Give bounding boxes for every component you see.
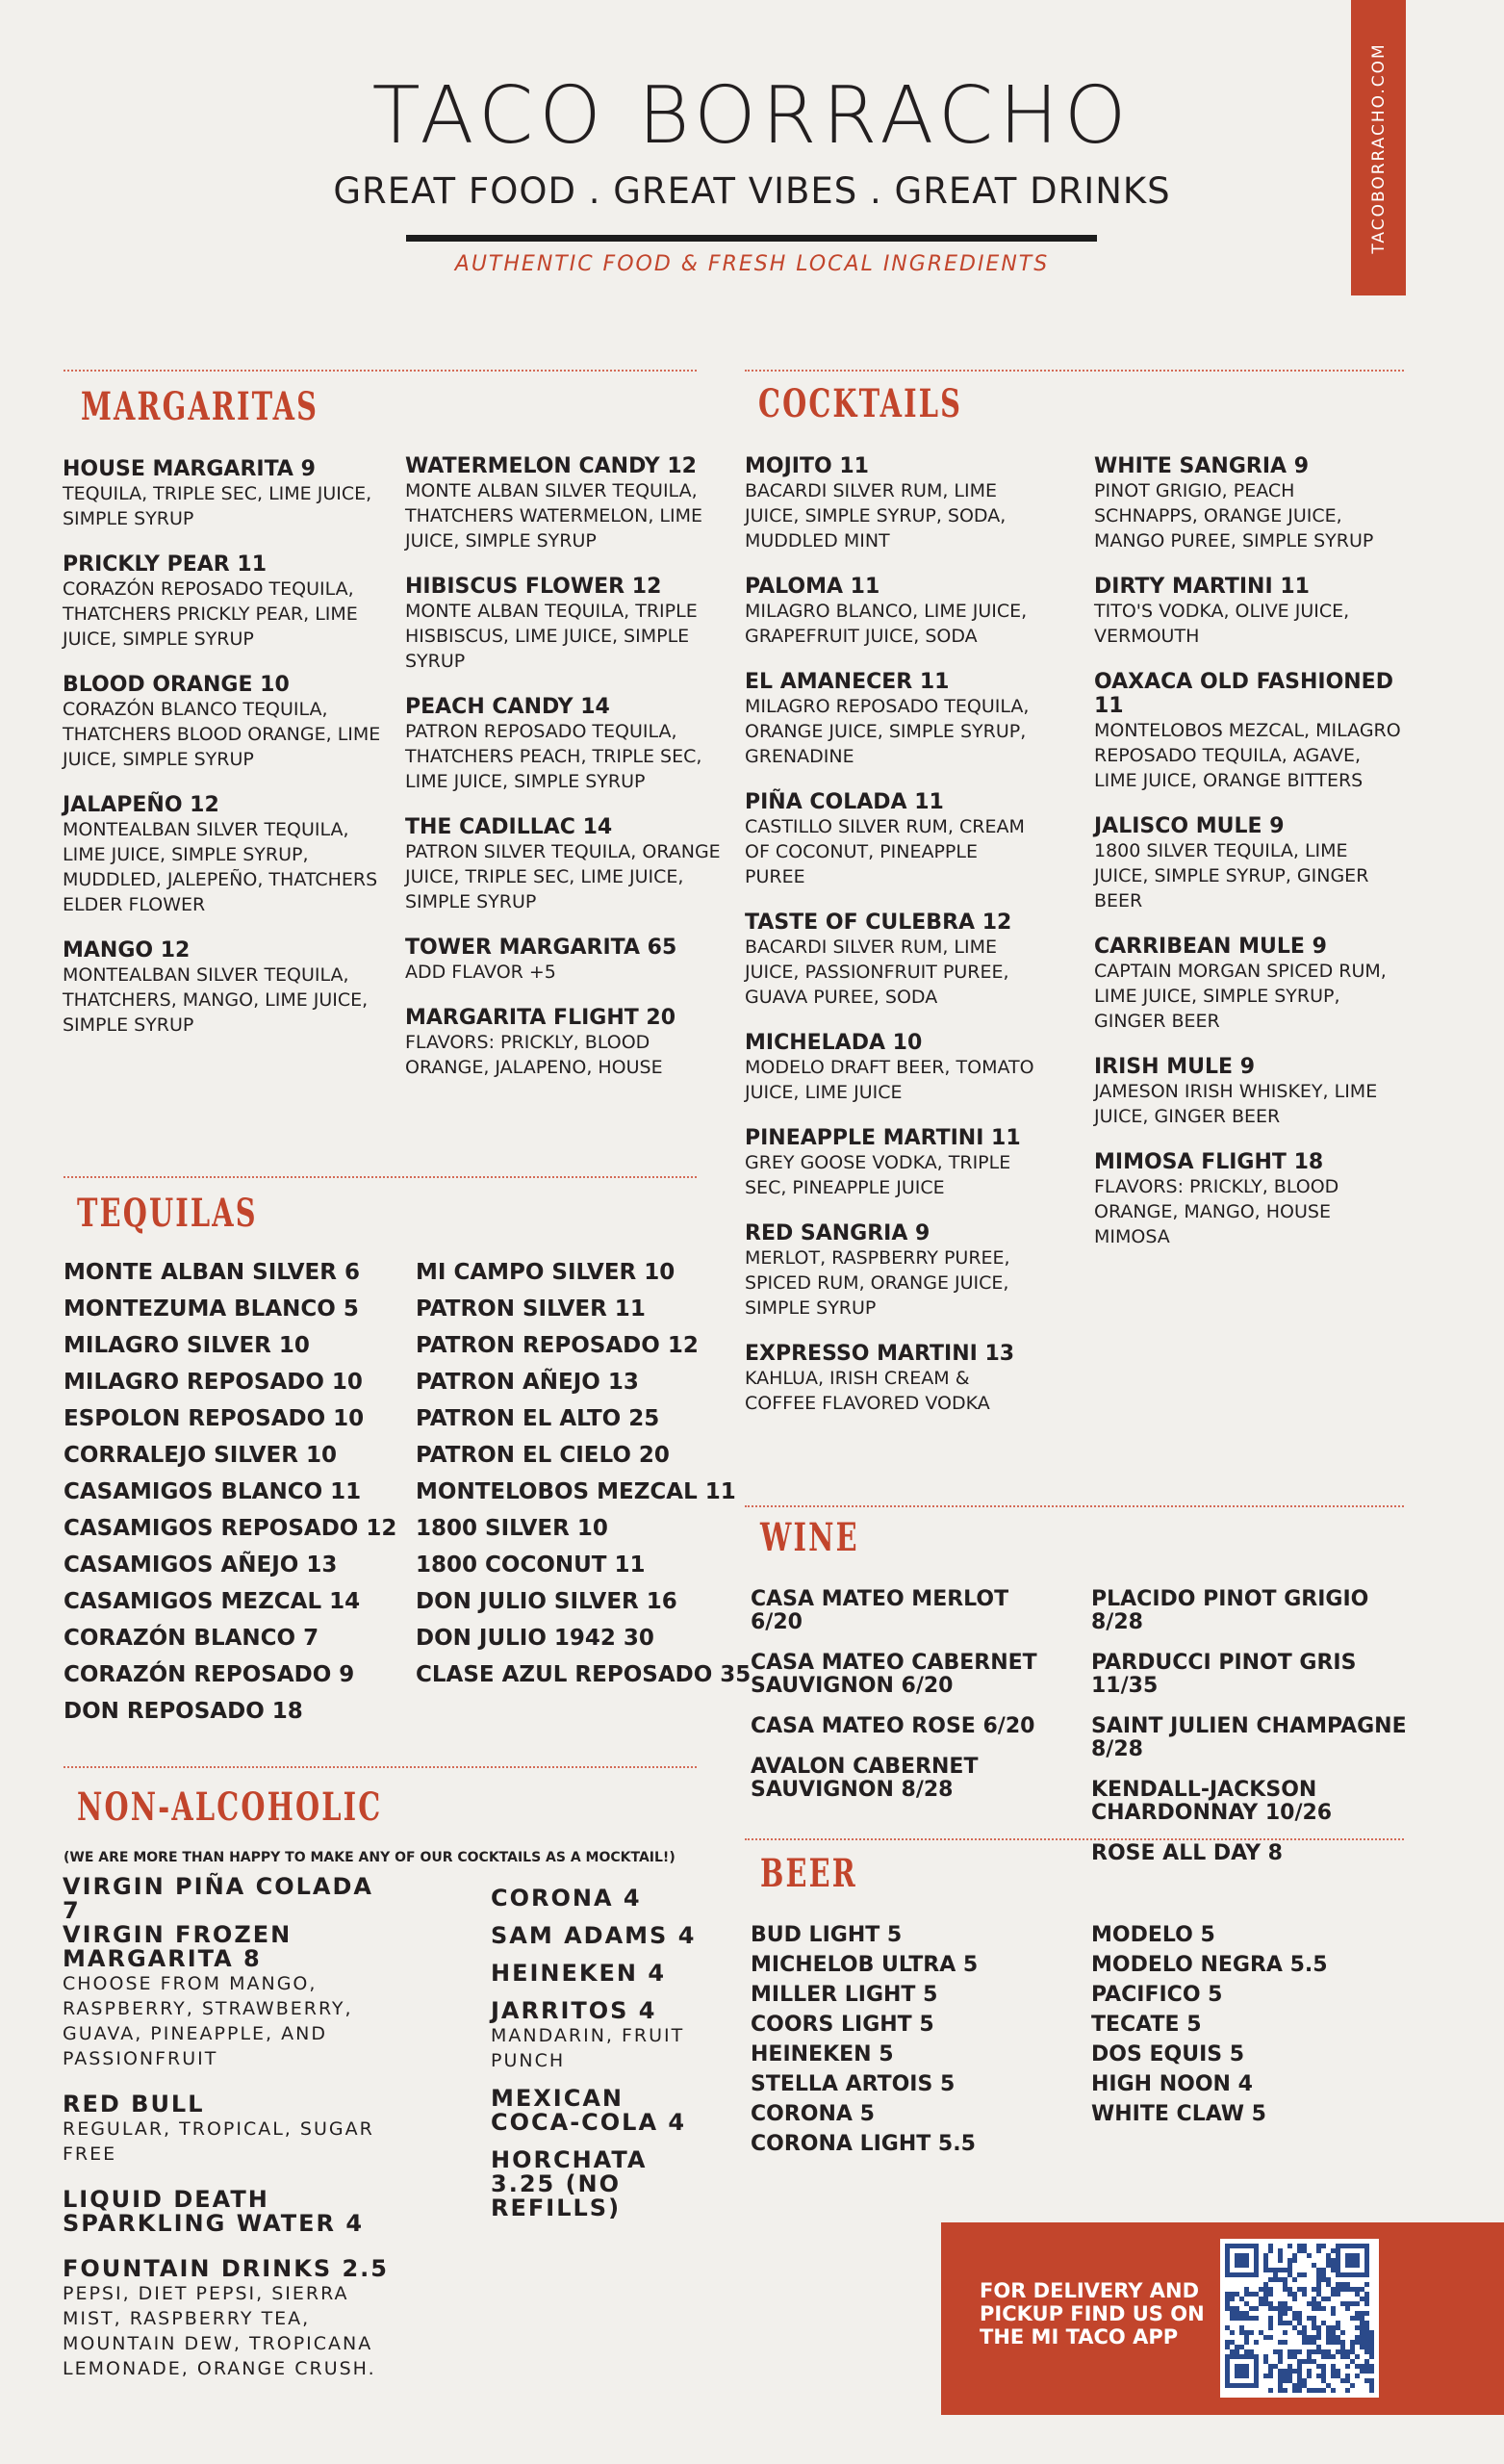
section-divider bbox=[64, 370, 697, 372]
item-name: MANGO 12 bbox=[63, 938, 191, 962]
mocktail-note: (WE ARE MORE THAN HAPPY TO MAKE ANY OF OUR COCKTAILS AS A MOCKTAIL!) bbox=[64, 1850, 676, 1865]
section-divider bbox=[745, 370, 1404, 372]
item-name: BLOOD ORANGE 10 bbox=[63, 673, 290, 697]
list-item: MODELO NEGRA 5.5 bbox=[1091, 1953, 1328, 1977]
menu-item bbox=[745, 454, 1038, 553]
item-description: REGULAR, TROPICAL, SUGAR FREE bbox=[63, 2118, 374, 2165]
item-name: MARGARITA FLIGHT 20 bbox=[405, 1006, 676, 1030]
menu-item bbox=[1094, 935, 1402, 1034]
list-item: CORAZÓN REPOSADO 9 bbox=[64, 1662, 355, 1687]
item-description: MONTE ALBAN SILVER TEQUILA, THATCHERS WATERMELON, LIME JUICE, SIMPLE SYRUP bbox=[405, 480, 702, 552]
item-name: EL AMANECER 11 bbox=[745, 670, 950, 694]
cocktails-column-1 bbox=[745, 454, 1038, 1437]
list-item: MODELO 5 bbox=[1091, 1923, 1215, 1947]
menu-item bbox=[63, 793, 395, 917]
list-item: MI CAMPO SILVER 10 bbox=[416, 1260, 676, 1285]
beer-column-1 bbox=[751, 1920, 1039, 2159]
item-name: WHITE SANGRIA 9 bbox=[1094, 454, 1310, 478]
menu-item bbox=[745, 1126, 1038, 1200]
menu-item bbox=[491, 1924, 712, 1948]
beer-column-2 bbox=[1091, 1920, 1380, 2129]
menu-item bbox=[1094, 1150, 1402, 1249]
item-description: JAMESON IRISH WHISKEY, LIME JUICE, GINGER BEER bbox=[1094, 1081, 1378, 1127]
margaritas-column-2 bbox=[405, 454, 723, 1101]
cocktails-heading: COCKTAILS bbox=[758, 381, 963, 426]
list-item: CASAMIGOS MEZCAL 14 bbox=[64, 1589, 361, 1614]
item-description: GREY GOOSE VODKA, TRIPLE SEC, PINEAPPLE JUICE bbox=[745, 1152, 1011, 1198]
menu-item bbox=[745, 670, 1038, 769]
list-item: MILLER LIGHT 5 bbox=[751, 1983, 938, 2007]
item-name: SAM ADAMS 4 bbox=[491, 1922, 697, 1949]
menu-item bbox=[63, 938, 395, 1038]
menu-item bbox=[405, 1006, 723, 1080]
item-description: MONTE ALBAN TEQUILA, TRIPLE HISBISCUS, LIME JUICE, SIMPLE SYRUP bbox=[405, 601, 698, 672]
list-item: PATRON EL CIELO 20 bbox=[416, 1443, 670, 1468]
item-description: CAPTAIN MORGAN SPICED RUM, LIME JUICE, SIMPLE SYRUP, GINGER BEER bbox=[1094, 961, 1387, 1032]
item-description: PINOT GRIGIO, PEACH SCHNAPPS, ORANGE JUICE, MANGO PUREE, SIMPLE SYRUP bbox=[1094, 480, 1374, 552]
item-description: FLAVORS: PRICKLY, BLOOD ORANGE, MANGO, HOUSE MIMOSA bbox=[1094, 1176, 1339, 1247]
nonalcoholic-column-2 bbox=[491, 1886, 712, 2234]
item-description: FLAVORS: PRICKLY, BLOOD ORANGE, JALAPENO, HOUSE bbox=[405, 1032, 663, 1078]
list-item: CORONA LIGHT 5.5 bbox=[751, 2132, 976, 2156]
header-rule bbox=[406, 235, 1097, 242]
list-item: COORS LIGHT 5 bbox=[751, 2013, 934, 2037]
qr-code-icon[interactable] bbox=[1220, 2239, 1379, 2398]
item-description: PATRON SILVER TEQUILA, ORANGE JUICE, TRIPLE SEC, LIME JUICE, SIMPLE SYRUP bbox=[405, 841, 721, 912]
list-item: CLASE AZUL REPOSADO 35 bbox=[416, 1662, 752, 1687]
item-name: MEXICAN COCA-COLA 4 bbox=[491, 2085, 687, 2136]
item-name: FOUNTAIN DRINKS 2.5 bbox=[63, 2255, 389, 2282]
item-name: JARRITOS 4 bbox=[491, 1997, 657, 2024]
menu-item bbox=[745, 911, 1038, 1010]
list-item: MICHELOB ULTRA 5 bbox=[751, 1953, 979, 1977]
list-item: 1800 SILVER 10 bbox=[416, 1516, 608, 1541]
list-item: DON REPOSADO 18 bbox=[64, 1699, 303, 1724]
item-description: ADD FLAVOR +5 bbox=[405, 962, 556, 983]
list-item: MONTEZUMA BLANCO 5 bbox=[64, 1296, 359, 1322]
item-name: JALAPEÑO 12 bbox=[63, 793, 219, 817]
menu-item bbox=[745, 790, 1038, 889]
list-item: CASAMIGOS AÑEJO 13 bbox=[64, 1553, 338, 1578]
item-description: MONTELOBOS MEZCAL, MILAGRO REPOSADO TEQUILA, AGAVE, LIME JUICE, ORANGE BITTERS bbox=[1094, 720, 1401, 791]
menu-item bbox=[1094, 670, 1402, 793]
item-name: MIMOSA FLIGHT 18 bbox=[1094, 1150, 1324, 1174]
item-description: PATRON REPOSADO TEQUILA, THATCHERS PEACH, TRIPLE SEC, LIME JUICE, SIMPLE SYRUP bbox=[405, 721, 702, 792]
item-name: HORCHATA 3.25 (NO REFILLS) bbox=[491, 2146, 648, 2221]
section-divider bbox=[64, 1766, 697, 1768]
menu-item bbox=[405, 936, 723, 985]
cocktails-column-2 bbox=[1094, 454, 1402, 1270]
nonalcoholic-heading: NON-ALCOHOLIC bbox=[77, 1784, 383, 1830]
item-name: HOUSE MARGARITA 9 bbox=[63, 457, 316, 481]
list-item: PATRON REPOSADO 12 bbox=[416, 1333, 699, 1358]
menu-item bbox=[745, 575, 1038, 649]
list-item: MONTE ALBAN SILVER 6 bbox=[64, 1260, 360, 1285]
item-name: JALISCO MULE 9 bbox=[1094, 814, 1285, 838]
menu-item bbox=[63, 552, 395, 652]
item-name: TOWER MARGARITA 65 bbox=[405, 936, 677, 960]
menu-item bbox=[1094, 454, 1402, 553]
item-name: PALOMA 11 bbox=[745, 575, 880, 599]
menu-item bbox=[405, 695, 723, 794]
list-item: MILAGRO SILVER 10 bbox=[64, 1333, 310, 1358]
item-name: MICHELADA 10 bbox=[745, 1031, 923, 1055]
item-description: BACARDI SILVER RUM, LIME JUICE, PASSIONFRUIT PUREE, GUAVA PUREE, SODA bbox=[745, 937, 1009, 1008]
menu-item bbox=[745, 1221, 1038, 1321]
tequilas-heading: TEQUILAS bbox=[77, 1191, 258, 1236]
item-description: MONTEALBAN SILVER TEQUILA, THATCHERS, MANGO, LIME JUICE, SIMPLE SYRUP bbox=[63, 964, 369, 1036]
menu-item bbox=[63, 1875, 390, 1923]
item-description: MODELO DRAFT BEER, TOMATO JUICE, LIME JUICE bbox=[745, 1057, 1034, 1103]
list-item: STELLA ARTOIS 5 bbox=[751, 2072, 956, 2096]
list-item: HEINEKEN 5 bbox=[751, 2042, 894, 2066]
list-item: CASAMIGOS REPOSADO 12 bbox=[64, 1516, 397, 1541]
item-description: CHOOSE FROM MANGO, RASPBERRY, STRAWBERRY, GUAVA, PINEAPPLE, AND PASSIONFRUIT bbox=[63, 1973, 353, 2069]
list-item: MONTELOBOS MEZCAL 11 bbox=[416, 1479, 736, 1504]
menu-item bbox=[1094, 814, 1402, 913]
wine-item: CASA MATEO MERLOT 6/20 bbox=[751, 1587, 1009, 1634]
item-description: PEPSI, DIET PEPSI, SIERRA MIST, RASPBERRY TEA, MOUNTAIN DEW, TROPICANA LEMONADE, ORANGE CRUSH. bbox=[63, 2283, 376, 2379]
section-divider bbox=[64, 1176, 697, 1178]
item-name: IRISH MULE 9 bbox=[1094, 1055, 1255, 1079]
item-name: VIRGIN FROZEN MARGARITA 8 bbox=[63, 1921, 293, 1972]
item-name: TASTE OF CULEBRA 12 bbox=[745, 911, 1012, 935]
nonalcoholic-column-1 bbox=[63, 1875, 390, 2402]
menu-item bbox=[63, 2092, 390, 2167]
item-name: PINEAPPLE MARTINI 11 bbox=[745, 1126, 1021, 1150]
item-name: LIQUID DEATH SPARKLING WATER 4 bbox=[63, 2186, 365, 2237]
item-name: THE CADILLAC 14 bbox=[405, 815, 613, 839]
item-name: HEINEKEN 4 bbox=[491, 1960, 667, 1987]
list-item: CORRALEJO SILVER 10 bbox=[64, 1443, 337, 1468]
list-item: DOS EQUIS 5 bbox=[1091, 2042, 1245, 2066]
list-item: WHITE CLAW 5 bbox=[1091, 2102, 1266, 2126]
item-description: CASTILLO SILVER RUM, CREAM OF COCONUT, PINEAPPLE PUREE bbox=[745, 816, 1025, 887]
menu-item bbox=[405, 454, 723, 553]
margaritas-heading: MARGARITAS bbox=[81, 384, 319, 429]
item-description: CORAZÓN REPOSADO TEQUILA, THATCHERS PRICKLY PEAR, LIME JUICE, SIMPLE SYRUP bbox=[63, 578, 358, 650]
menu-item bbox=[63, 673, 395, 772]
item-name: WATERMELON CANDY 12 bbox=[405, 454, 697, 478]
wine-item: CASA MATEO CABERNET SAUVIGNON 6/20 bbox=[751, 1651, 1037, 1698]
item-name: RED SANGRIA 9 bbox=[745, 1221, 930, 1245]
item-description: MANDARIN, FRUIT PUNCH bbox=[491, 2025, 685, 2071]
menu-item bbox=[491, 1886, 712, 1911]
wine-item: KENDALL-JACKSON CHARDONNAY 10/26 bbox=[1091, 1778, 1333, 1825]
item-description: TITO'S VODKA, OLIVE JUICE, VERMOUTH bbox=[1094, 601, 1350, 647]
list-item: CORONA 5 bbox=[751, 2102, 875, 2126]
section-divider bbox=[745, 1838, 1404, 1840]
item-description: MONTEALBAN SILVER TEQUILA, LIME JUICE, SIMPLE SYRUP, MUDDLED, JALEPEÑO, THATCHERS ELDER FLOWER bbox=[63, 819, 378, 915]
item-name: OAXACA OLD FASHIONED 11 bbox=[1094, 670, 1393, 718]
list-item: DON JULIO 1942 30 bbox=[416, 1626, 654, 1651]
menu-item bbox=[1094, 575, 1402, 649]
menu-item bbox=[405, 815, 723, 914]
tequilas-column-2 bbox=[416, 1254, 752, 1693]
item-name: EXPRESSO MARTINI 13 bbox=[745, 1342, 1015, 1366]
list-item: MILAGRO REPOSADO 10 bbox=[64, 1370, 363, 1395]
menu-item bbox=[491, 1999, 712, 2073]
wine-item: CASA MATEO ROSE 6/20 bbox=[751, 1714, 1035, 1738]
menu-item bbox=[491, 2087, 712, 2135]
list-item: CORAZÓN BLANCO 7 bbox=[64, 1626, 319, 1651]
wine-item: PLACIDO PINOT GRIGIO 8/28 bbox=[1091, 1587, 1369, 1634]
menu-item bbox=[491, 1962, 712, 1986]
menu-item bbox=[491, 2148, 712, 2220]
restaurant-title: TACO BORRACHO bbox=[371, 70, 1133, 162]
menu-item bbox=[63, 457, 395, 531]
list-item: PACIFICO 5 bbox=[1091, 1983, 1223, 2007]
margaritas-column-1 bbox=[63, 457, 395, 1059]
list-item: PATRON AÑEJO 13 bbox=[416, 1370, 639, 1395]
list-item: 1800 COCONUT 11 bbox=[416, 1553, 646, 1578]
tequilas-column-1 bbox=[64, 1254, 397, 1730]
item-description: TEQUILA, TRIPLE SEC, LIME JUICE, SIMPLE SYRUP bbox=[63, 483, 372, 529]
item-name: PIÑA COLADA 11 bbox=[745, 790, 944, 814]
item-name: MOJITO 11 bbox=[745, 454, 869, 478]
list-item: ESPOLON REPOSADO 10 bbox=[64, 1406, 365, 1431]
menu-item bbox=[63, 2188, 390, 2236]
menu-item bbox=[745, 1342, 1038, 1416]
item-description: BACARDI SILVER RUM, LIME JUICE, SIMPLE SYRUP, SODA, MUDDLED MINT bbox=[745, 480, 1007, 552]
list-item: PATRON SILVER 11 bbox=[416, 1296, 646, 1322]
list-item: DON JULIO SILVER 16 bbox=[416, 1589, 677, 1614]
subtitle: AUTHENTIC FOOD & FRESH LOCAL INGREDIENTS bbox=[454, 252, 1050, 276]
item-description: 1800 SILVER TEQUILA, LIME JUICE, SIMPLE SYRUP, GINGER BEER bbox=[1094, 840, 1369, 911]
tagline: GREAT FOOD . GREAT VIBES . GREAT DRINKS bbox=[333, 170, 1171, 212]
item-description: MILAGRO BLANCO, LIME JUICE, GRAPEFRUIT JUICE, SODA bbox=[745, 601, 1028, 647]
wine-item: ROSE ALL DAY 8 bbox=[1091, 1841, 1283, 1865]
item-name: RED BULL bbox=[63, 2091, 205, 2118]
menu-item bbox=[745, 1031, 1038, 1105]
menu-item bbox=[405, 575, 723, 674]
item-name: PEACH CANDY 14 bbox=[405, 695, 610, 719]
item-name: DIRTY MARTINI 11 bbox=[1094, 575, 1310, 599]
menu-item bbox=[1094, 1055, 1402, 1129]
wine-item: SAINT JULIEN CHAMPAGNE 8/28 bbox=[1091, 1714, 1407, 1761]
item-name: VIRGIN PIÑA COLADA 7 bbox=[63, 1873, 373, 1924]
item-name: CARRIBEAN MULE 9 bbox=[1094, 935, 1327, 959]
wine-item: AVALON CABERNET SAUVIGNON 8/28 bbox=[751, 1755, 979, 1802]
menu-item bbox=[63, 1923, 390, 2071]
delivery-banner bbox=[941, 2222, 1504, 2415]
list-item: BUD LIGHT 5 bbox=[751, 1923, 903, 1947]
item-description: KAHLUA, IRISH CREAM & COFFEE FLAVORED VODKA bbox=[745, 1368, 990, 1414]
item-description: MILAGRO REPOSADO TEQUILA, ORANGE JUICE, SIMPLE SYRUP, GRENADINE bbox=[745, 696, 1030, 767]
wine-heading: WINE bbox=[760, 1515, 859, 1560]
list-item: TECATE 5 bbox=[1091, 2013, 1202, 2037]
list-item: CASAMIGOS BLANCO 11 bbox=[64, 1479, 362, 1504]
list-item: HIGH NOON 4 bbox=[1091, 2072, 1253, 2096]
item-name: PRICKLY PEAR 11 bbox=[63, 552, 268, 577]
section-divider bbox=[745, 1505, 1404, 1507]
wine-item: PARDUCCI PINOT GRIS 11/35 bbox=[1091, 1651, 1357, 1698]
wine-column-1 bbox=[751, 1588, 1039, 1819]
beer-heading: BEER bbox=[760, 1851, 857, 1896]
item-name: HIBISCUS FLOWER 12 bbox=[405, 575, 662, 599]
item-name: CORONA 4 bbox=[491, 1885, 642, 1912]
item-description: CORAZÓN BLANCO TEQUILA, THATCHERS BLOOD ORANGE, LIME JUICE, SIMPLE SYRUP bbox=[63, 699, 381, 770]
delivery-text: FOR DELIVERY AND PICKUP FIND US ON THE MI TACO APP bbox=[980, 2279, 1205, 2348]
menu-item bbox=[63, 2257, 390, 2381]
website-label: TACOBORRACHO.COM bbox=[1368, 41, 1389, 254]
list-item: PATRON EL ALTO 25 bbox=[416, 1406, 660, 1431]
item-description: MERLOT, RASPBERRY PUREE, SPICED RUM, ORANGE JUICE, SIMPLE SYRUP bbox=[745, 1247, 1010, 1319]
